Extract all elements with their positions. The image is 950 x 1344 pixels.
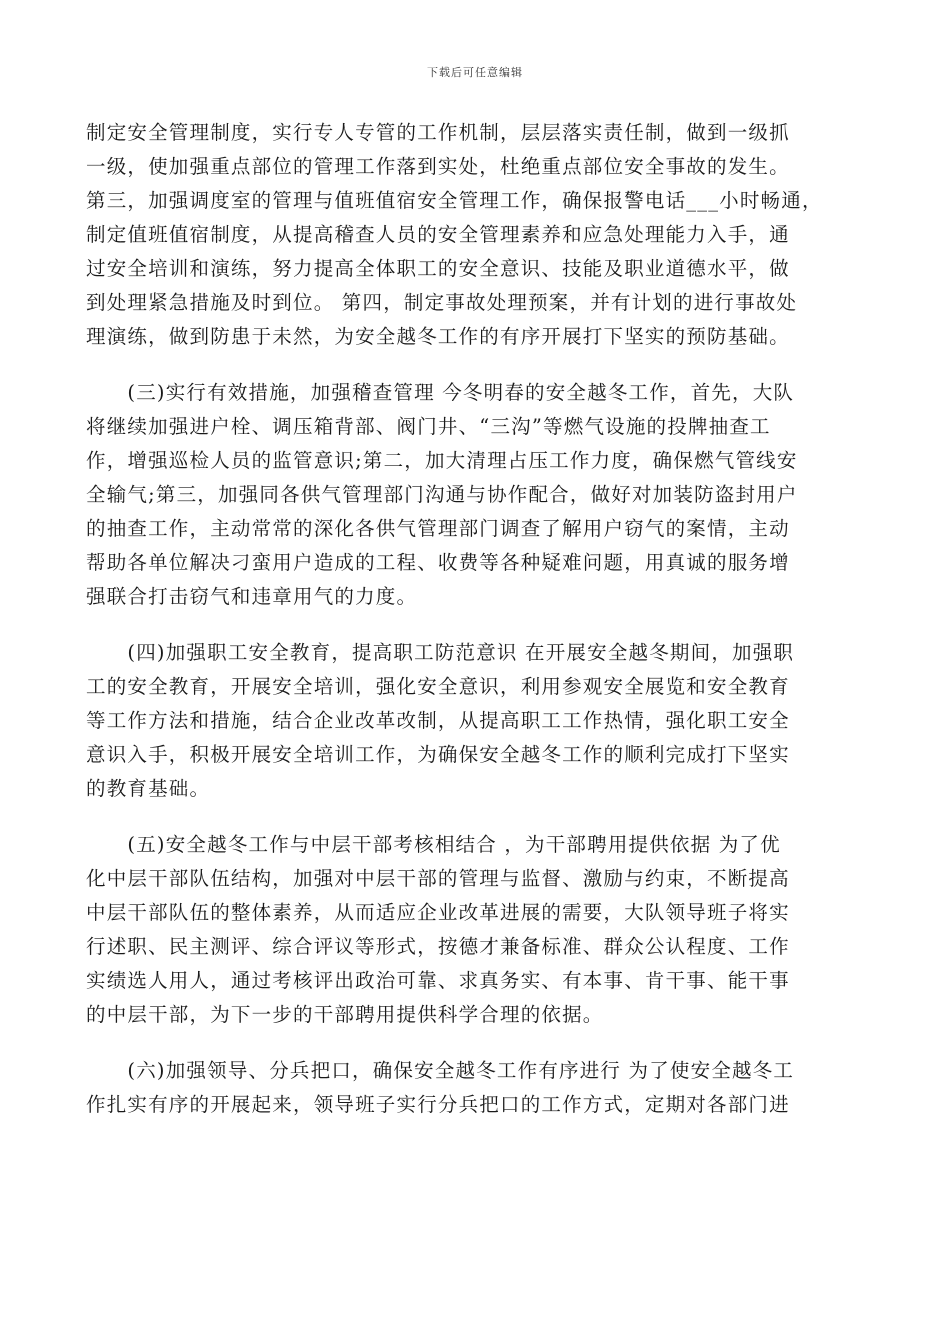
paragraph-gap xyxy=(86,806,876,828)
text-line: 过安全培训和演练，努力提高全体职工的安全意识、技能及职业道德水平，做 xyxy=(86,257,790,280)
text-line: 等工作方法和措施，结合企业改革改制，从提高职工工作热情，强化职工安全 xyxy=(86,709,790,732)
text-line: (五)安全越冬工作与中层干部考核相结合 ，为干部聘用提供依据 为了优 xyxy=(86,833,781,856)
text-line: 作，增强巡检人员的监管意识;第二，加大清理占压工作力度，确保燃气管线安 xyxy=(86,449,798,472)
text-line: 化中层干部队伍结构，加强对中层干部的管理与监督、激励与约束，不断提高 xyxy=(86,867,790,890)
text-line: 作扎实有序的开展起来，领导班子实行分兵把口的工作方式，定期对各部门进 xyxy=(86,1093,790,1116)
paragraph-gap xyxy=(86,354,876,376)
text-line: 制定值班值宿制度，从提高稽查人员的安全管理素养和应急处理能力入手，通 xyxy=(86,223,790,246)
text-line: (三)实行有效措施，加强稽查管理 今冬明春的安全越冬工作，首先，大队 xyxy=(86,381,795,404)
text-line: 理演练，做到防患于未然，为安全越冬工作的有序开展打下坚实的预防基础。 xyxy=(86,325,790,348)
text-line: (六)加强领导、分兵把口，确保安全越冬工作有序进行 为了使安全越冬工 xyxy=(86,1059,795,1082)
text-line: 帮助各单位解决刁蛮用户造成的工程、收费等各种疑难问题，用真诚的服务增 xyxy=(86,551,790,574)
text-line: 一级，使加强重点部位的管理工作落到实处，杜绝重点部位安全事故的发生。 xyxy=(86,155,790,178)
paragraph xyxy=(86,636,876,806)
text-line: 制定安全管理制度，实行专人专管的工作机制，层层落实责任制，做到一级抓 xyxy=(86,121,790,144)
text-line: 的抽查工作，主动常常的深化各供气管理部门调查了解用户窃气的案情，主动 xyxy=(86,517,790,540)
text-line: 意识入手，积极开展安全培训工作，为确保安全越冬工作的顺利完成打下坚实 xyxy=(86,743,790,766)
text-line: 的教育基础。 xyxy=(86,777,211,800)
text-line: 到处理紧急措施及时到位。 第四，制定事故处理预案，并有计划的进行事故处 xyxy=(86,291,798,314)
text-line: 行述职、民主测评、综合评议等形式，按德才兼备标准、群众公认程度、工作 xyxy=(86,935,790,958)
paragraph xyxy=(86,376,876,614)
text-line: 中层干部队伍的整体素养，从而适应企业改革进展的需要，大队领导班子将实 xyxy=(86,901,790,924)
text-line: 实绩选人用人，通过考核评出政治可靠、求真务实、有本事、肯干事、能干事 xyxy=(86,969,790,992)
paragraph xyxy=(86,116,876,354)
text-line: 的中层干部，为下一步的干部聘用提供科学合理的依据。 xyxy=(86,1003,604,1026)
text-line: 工的安全教育，开展安全培训，强化安全意识，利用参观安全展览和安全教育 xyxy=(86,675,790,698)
text-line: 第三，加强调度室的管理与值班值宿安全管理工作，确保报警电话___小时畅通， xyxy=(86,189,823,212)
text-line: 全输气;第三，加强同各供气管理部门沟通与协作配合，做好对加装防盗封用户 xyxy=(86,483,798,506)
document-body xyxy=(86,116,876,1122)
text-line: 强联合打击窃气和违章用气的力度。 xyxy=(86,585,418,608)
paragraph-gap xyxy=(86,614,876,636)
text-line: 将继续加强进户栓、调压箱背部、阀门井、“三沟”等燃气设施的投牌抽查工 xyxy=(86,415,771,438)
page-header-note: 下载后可任意编辑 xyxy=(427,66,523,79)
paragraph xyxy=(86,1054,876,1122)
text-line: (四)加强职工安全教育，提高职工防范意识 在开展安全越冬期间，加强职 xyxy=(86,641,795,664)
paragraph-gap xyxy=(86,1032,876,1054)
paragraph xyxy=(86,828,876,1032)
